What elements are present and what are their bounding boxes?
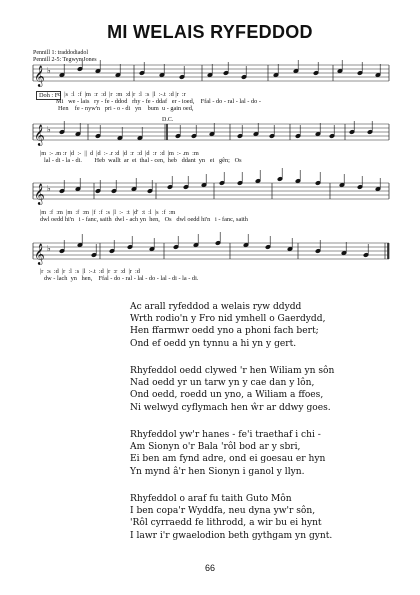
stanza-line: Ond oedd, roedd un yno, a Wiliam a ffoes, (130, 390, 324, 401)
stanza-line: Ni welwyd cyflymach hen ŵr ar ddwy goes. (130, 402, 331, 413)
solfa-line-1: d |s :l :f |m :r :d |r :m :d |r :l :s |l :-.t :d |r :r (58, 91, 186, 98)
stanza-line: Nad oedd yr un tarw yn y cae dan y lôn, (130, 378, 315, 389)
stanza-5 (130, 493, 332, 542)
stanza-line: Rhyfeddol oedd clywed 'r hen Wiliam yn sôn (130, 366, 335, 376)
lyric-line-1a: Mi we - lais ry - fe - ddod rhy - fe - ddaf er - ioed, Ffal - do - ral - lal - do - (56, 98, 261, 105)
stanza-line: I ben copa'r Wyddfa, neu dyna yw'r sôn, (130, 506, 316, 517)
stanza-line: Rhyfeddol yw'r hanes - fe'i traethaf i chi - (130, 430, 321, 440)
dc-marking: D.C. (162, 117, 174, 123)
stanza-line: Rhyfeddol o araf fu taith Guto Môn (130, 494, 292, 504)
lyric-line-2: lal - di - la - di. Heb wallt ar ei thal - cen, heb ddant yn ei gên; Os (44, 157, 242, 164)
svg-text:𝄞: 𝄞 (34, 125, 45, 146)
stanza-4 (130, 429, 325, 478)
svg-text:♭: ♭ (47, 125, 51, 134)
stanza-line: Ei ben am fynd adre, ond ei goesau er hyn (130, 454, 326, 465)
credit-line-1: Pennill 1: traddodiadol (33, 50, 88, 56)
solfa-line-4: |r :s :d |r :l :s |l :-.t :d |r :r :d |r :d (40, 268, 140, 275)
stanza-line: Am Sionyn o'r Bala 'rôl bod ar y sbri, (130, 442, 301, 453)
solfa-line-3: |m :f :m |m :f :m |f :f :s |l :- :t |d' :t :l |s :f :m (40, 209, 176, 216)
stanza-line: Yn mynd â'r hen Sionyn i ganol y llyn. (130, 466, 305, 477)
stanza-line: Ac arall ryfeddod a welais ryw ddydd (130, 302, 302, 312)
lyric-line-3: dwl oedd hi'n i - fanc, saith dwl - ach yn hen, Os dwl oedd hi'n i - fanc, saith (40, 216, 248, 223)
lyric-line-1b: Hen fe - nyw'n pri - o - di yn bum u - gain oed, (58, 105, 194, 112)
svg-text:♭: ♭ (47, 184, 51, 193)
song-title: MI WELAIS RYFEDDOD (107, 22, 313, 42)
stanza-line: I lawr i'r gwaelodion beth gythgam yn gynt. (130, 530, 333, 541)
stanza-3 (130, 365, 334, 414)
svg-text:𝄞: 𝄞 (34, 184, 45, 205)
key-box: Doh : F (36, 91, 61, 100)
page-number: 66 (204, 563, 215, 573)
svg-text:♭: ♭ (47, 244, 51, 253)
stanza-line: 'Rôl cyrraedd fe lithrodd, a wir bu ei hynt (130, 518, 322, 529)
solfa-line-2: |m :- .m :r |d :- || d |d :- .r :d |d :r :d |d :r :d |m :- .m :m (40, 150, 199, 157)
stanza-line: Wrth rodio'n y Fro nid ymhell o Gaerdydd, (130, 314, 326, 325)
svg-text:𝄞: 𝄞 (34, 66, 45, 87)
svg-text:♭: ♭ (47, 66, 51, 75)
stanza-line: Hen ffarmwr oedd yno a phoni fach bert; (130, 326, 319, 337)
lyric-line-4: dw - lach yn hen, Ffal - do - ral - lal - do - lal - di - la - di. (44, 275, 199, 282)
svg-text:𝄞: 𝄞 (34, 244, 45, 265)
credit-line-2: Pennill 2-5: Tegwyn Jones (33, 57, 97, 63)
stanza-2 (130, 301, 325, 350)
stanza-line: Ond ef oedd yn tynnu a hi yn y gert. (130, 338, 297, 349)
